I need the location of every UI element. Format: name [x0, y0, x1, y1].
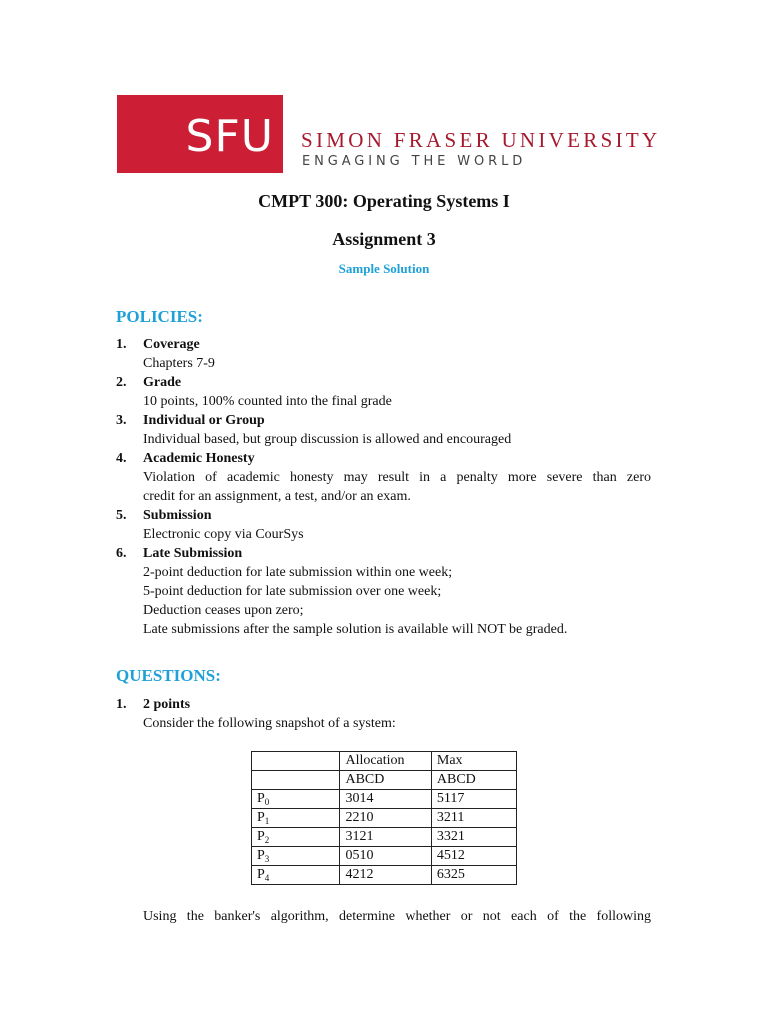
allocation-table: [251, 751, 517, 885]
process-subscript: 0: [264, 797, 270, 807]
policy-number: 4.: [116, 451, 127, 466]
policy-text: 2-point deduction for late submission within one week;: [143, 565, 453, 580]
allocation-cell: 3014: [340, 790, 431, 809]
question-points: 2 points: [143, 697, 191, 712]
table-header-cell: ABCD: [340, 771, 431, 790]
process-cell: [252, 847, 340, 866]
subtitle: Sample Solution: [338, 261, 430, 276]
policy-list: [0, 335, 768, 639]
policy-item-grade: [0, 373, 768, 411]
process-name: P: [257, 867, 265, 882]
questions-heading: QUESTIONS:: [116, 666, 221, 685]
process-subscript: 2: [264, 835, 270, 845]
policy-title: Grade: [143, 375, 182, 390]
process-cell: [252, 809, 340, 828]
university-name: SIMON FRASER UNIVERSITY: [301, 128, 661, 152]
policy-title: Coverage: [143, 337, 200, 352]
policy-number: 3.: [116, 413, 127, 428]
policy-title: Academic Honesty: [143, 451, 255, 466]
university-tagline: ENGAGING THE WORLD: [302, 154, 527, 169]
process-name: P: [257, 810, 265, 825]
max-cell: 5117: [431, 790, 516, 809]
table-row: [252, 790, 517, 809]
max-cell: 6325: [431, 866, 516, 885]
policy-item-academic-honesty: [0, 449, 768, 506]
policy-text: Deduction ceases upon zero;: [143, 603, 304, 618]
process-name: P: [257, 829, 265, 844]
policy-number: 1.: [116, 337, 127, 352]
policy-text: Chapters 7-9: [143, 356, 215, 371]
policy-text: Electronic copy via CourSys: [143, 527, 304, 542]
table-header-cell: [252, 752, 340, 771]
question-number: 1.: [116, 697, 127, 712]
process-subscript: 3: [264, 854, 270, 864]
policy-text: credit for an assignment, a test, and/or an exam.: [143, 489, 411, 504]
table-header-cell: Allocation: [340, 752, 431, 771]
policy-number: 6.: [116, 546, 127, 561]
table-header-row: [252, 752, 517, 771]
table-row: [252, 809, 517, 828]
policy-title: Late Submission: [143, 546, 243, 561]
process-cell: [252, 866, 340, 885]
allocation-cell: 0510: [340, 847, 431, 866]
policy-item-coverage: [0, 335, 768, 373]
policy-item-submission: [0, 506, 768, 544]
logo-mark: SFU: [185, 110, 274, 162]
table-header-cell: [252, 771, 340, 790]
policy-number: 2.: [116, 375, 127, 390]
policy-number: 5.: [116, 508, 127, 523]
policy-text: 10 points, 100% counted into the final grade: [143, 394, 392, 409]
policy-item-late-submission: [0, 544, 768, 639]
process-subscript: 4: [264, 873, 270, 883]
policy-text: Violation of academic honesty may result in a penalty more severe than zero: [143, 470, 651, 485]
process-name: P: [257, 791, 265, 806]
max-cell: 4512: [431, 847, 516, 866]
question-1: [0, 695, 768, 733]
table-row: [252, 866, 517, 885]
policy-title: Individual or Group: [143, 413, 265, 428]
table-row: [252, 828, 517, 847]
process-cell: [252, 828, 340, 847]
course-title: CMPT 300: Operating Systems I: [258, 191, 510, 211]
question-intro: Consider the following snapshot of a system:: [143, 716, 396, 731]
policy-text: 5-point deduction for late submission over one week;: [143, 584, 442, 599]
allocation-cell: 3121: [340, 828, 431, 847]
process-name: P: [257, 848, 265, 863]
process-subscript: 1: [264, 816, 270, 826]
policy-text: Individual based, but group discussion is allowed and encouraged: [143, 432, 512, 447]
policy-title: Submission: [143, 508, 212, 523]
assignment-title: Assignment 3: [332, 229, 436, 249]
table-row: [252, 847, 517, 866]
max-cell: 3211: [431, 809, 516, 828]
policies-heading: POLICIES:: [116, 307, 203, 326]
max-cell: 3321: [431, 828, 516, 847]
table-header-cell: ABCD: [431, 771, 516, 790]
allocation-cell: 2210: [340, 809, 431, 828]
sfu-logo: [117, 95, 661, 173]
allocation-cell: 4212: [340, 866, 431, 885]
process-cell: [252, 790, 340, 809]
question-followup-text: Using the banker's algorithm, determine whether or not each of the following: [143, 909, 651, 924]
policy-item-individual-or-group: [0, 411, 768, 449]
table-header-row: [252, 771, 517, 790]
policy-text: Late submissions after the sample solution is available will NOT be graded.: [143, 622, 568, 637]
table-header-cell: Max: [431, 752, 516, 771]
